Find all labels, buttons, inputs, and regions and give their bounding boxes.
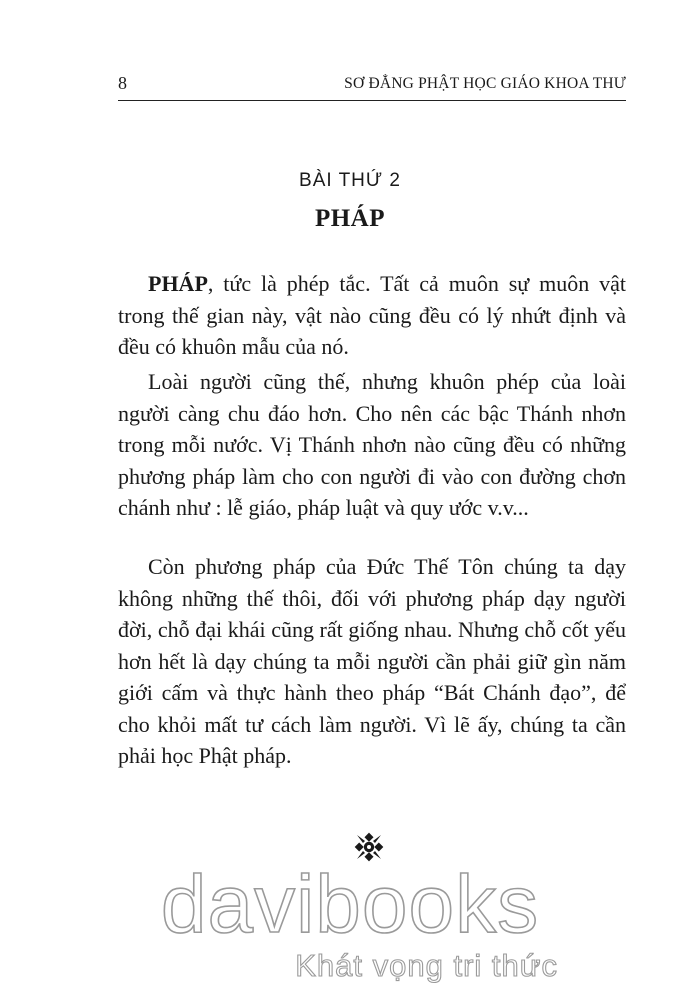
lesson-label: BÀI THỨ 2 [299, 170, 401, 191]
paragraph-2: Loài người cũng thế, nhưng khuôn phép của loài người càng chu đáo hơn. Cho nên các bậc Thánh nhơn trong mỗi nước. Vị Thánh nhơn nào cũng đều có những phương pháp làm cho con người đi vào con đường chơn chánh như : lễ giáo, pháp luật và quy ước v.v... [118, 369, 626, 520]
running-header [118, 70, 626, 101]
paragraph-1-text: , tức là phép tắc. Tất cả muôn sự muôn vật trong thế gian này, vật nào cũng đều có lý nhứt định và đều có khuôn mẫu của nó. [118, 271, 626, 359]
watermark-brand: davibooks [160, 859, 540, 950]
page-number: 8 [118, 73, 127, 93]
watermark-tagline: Khát vọng tri thức [295, 948, 558, 983]
paragraph-1-lead: PHÁP [148, 271, 208, 296]
running-title: SƠ ĐẲNG PHẬT HỌC GIÁO KHOA THƯ [344, 75, 626, 92]
paragraph-1 [118, 268, 626, 363]
paragraph-3: Còn phương pháp của Đức Thế Tôn chúng ta dạy không những thế thôi, đối với phương pháp dạy người đời, chỗ đại khái cũng rất giống nhau. Nhưng chỗ cốt yếu hơn hết là dạy chúng ta mỗi người cần phải giữ gìn năm giới cấm và thực hành theo pháp “Bát Chánh đạo”, để cho khỏi mất tư cách làm người. Vì lẽ ấy, chúng ta cần phải học Phật pháp. [118, 554, 626, 768]
lesson-title: PHÁP [314, 205, 386, 232]
